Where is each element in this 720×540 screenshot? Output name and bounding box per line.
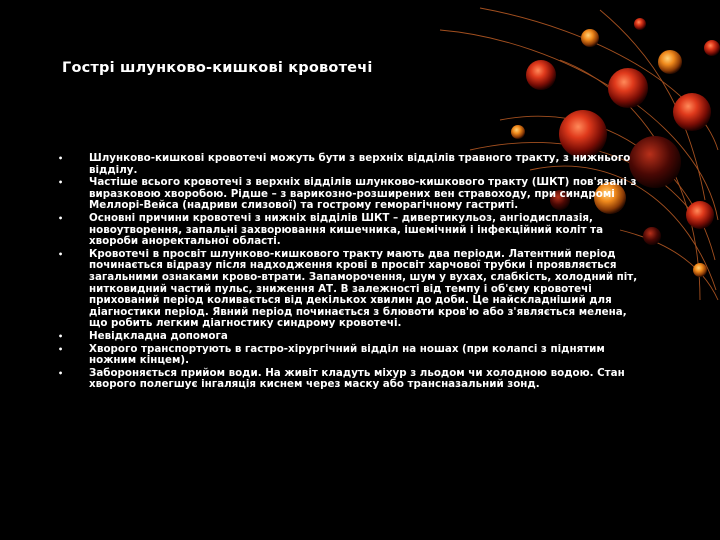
bullet-item	[58, 368, 642, 391]
bullet-item	[58, 331, 642, 343]
bullet-item	[58, 153, 642, 176]
bullet-dot-icon: •	[58, 213, 64, 223]
bullet-text: Основні причини кровотечі з нижніх відділів ШКТ – дивертикульоз, ангіодисплазія, новоутворення, запальні захворювання кишечника, ішемічний і інфекційний коліт та хвороби аноректальної області.	[89, 211, 604, 248]
bullet-item	[58, 344, 642, 367]
bullet-dot-icon: •	[58, 249, 64, 259]
bullet-dot-icon: •	[58, 331, 64, 341]
slide-title: Гострі шлунково-кишкові кровотечі	[62, 60, 373, 76]
bullet-dot-icon: •	[58, 178, 64, 188]
bullet-list	[58, 153, 642, 392]
bullet-item	[58, 213, 642, 248]
bullet-text: Частіше всього кровотечі з верхніх відділів шлунково-кишкового тракту (ШКТ) пов'язані з виразковою хворобою. Рідше – з варикозно-розширених вен стравоходу, при синдромі Меллорі-Вейса (надриви слизової) та гострому геморагічному гастриті.	[89, 176, 637, 212]
bullet-text: Кровотечі в просвіт шлунково-кишкового тракту мають два періоди. Латентний період починається відразу після надходження крові в просвіт харчової трубки і проявляється загальними ознаками крово-втрати. Запаморочення, шум у вухах, слабкість, холодний піт, нитковидний частий пульс, зниження АТ. В залежності від темпу і об'єму кровотечі прихований період коливається від декількох хвилин до доби. Це найскладніший для діагностики період. Явний період починається з блювоти кров'ю або з'являється мелена, що робить легким діагностику синдрому кровотечі.	[89, 247, 638, 330]
bullet-dot-icon: •	[58, 344, 64, 354]
bullet-text: Хворого транспортують в гастро-хірургічний відділ на ношах (при колапсі з піднятим ножним кінцем).	[89, 342, 605, 367]
bullet-text: Невідкладна допомога	[89, 329, 228, 342]
bullet-item	[58, 177, 642, 212]
bullet-text: Забороняється прийом води. На живіт кладуть міхур з льодом чи холодною водою. Стан хворого полегшує інгаляція киснем через маску або трансназальний зонд.	[89, 366, 625, 391]
bullet-dot-icon: •	[58, 368, 64, 378]
bullet-item	[58, 249, 642, 330]
bullet-dot-icon: •	[58, 154, 64, 163]
bullet-text: Шлунково-кишкові кровотечі можуть бути з верхніх відділів травного тракту, з нижнього відділу.	[89, 152, 631, 176]
